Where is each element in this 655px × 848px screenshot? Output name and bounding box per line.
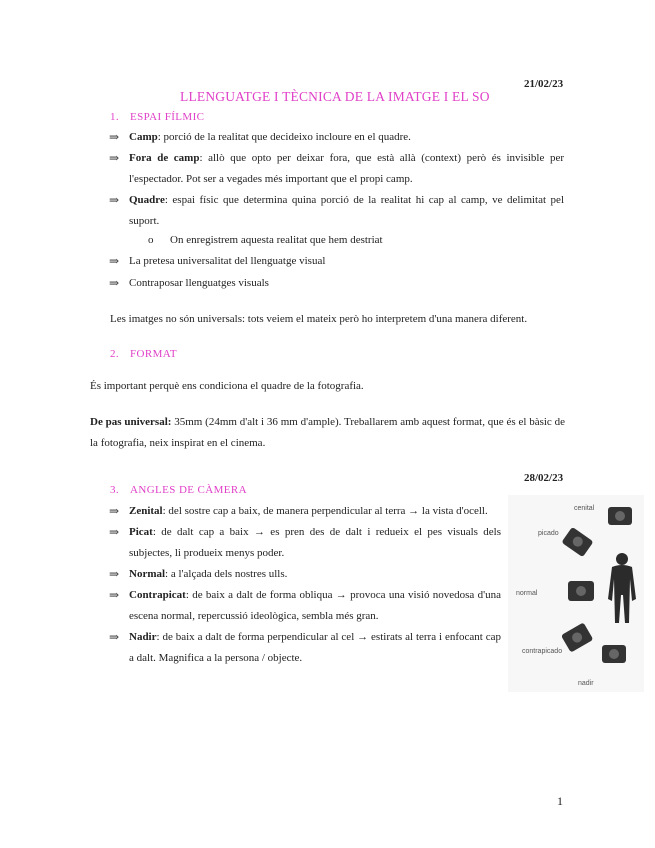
section-heading-angles bbox=[110, 484, 247, 496]
list-item bbox=[109, 522, 501, 564]
item-text: : porció de la realitat que decideixo incloure en el quadre. bbox=[157, 131, 411, 143]
label-contrapicado: contrapicado bbox=[522, 648, 563, 655]
section-title: ANGLES DE CÀMERA bbox=[130, 484, 248, 496]
term: Contrapicat bbox=[129, 589, 186, 601]
section-number: 3. bbox=[110, 484, 120, 496]
arrow-icon: ⇒ bbox=[109, 254, 120, 268]
camera-icon-nadir bbox=[602, 645, 626, 663]
arrow-icon: ⇒ bbox=[109, 630, 120, 644]
label-normal: normal bbox=[516, 590, 538, 597]
item-text: : de baix a dalt de forma obliqua → provoca una visió novedosa d'una escena normal, repercussió ideològica, sembla més gran. bbox=[129, 589, 501, 622]
arrow-icon: ⇒ bbox=[109, 588, 120, 602]
page-number: 1 bbox=[557, 794, 563, 808]
arrow-icon: ⇒ bbox=[109, 567, 120, 581]
term: Normal bbox=[129, 568, 166, 580]
item-text: : allò que opto per deixar fora, que està allà (context) però és invisible per l'espectador. Pot ser a vegades més important que el propi camp. bbox=[129, 152, 565, 185]
arrow-icon: ⇒ bbox=[109, 151, 120, 165]
term: Nadir bbox=[129, 631, 157, 643]
paragraph: És important perquè ens condiciona el quadre de la fotografia. bbox=[90, 380, 364, 392]
item-text: La pretesa universalitat del llenguatge visual bbox=[129, 255, 326, 267]
paragraph-text: 35mm (24mm d'alt i 36 mm d'ample). Treballarem amb aquest format, que és el bàsic de la fotografia, neix inspirat en el cinema. bbox=[90, 416, 566, 449]
page-title: LLENGUATGE I TÈCNICA DE LA IMATGE I EL SO bbox=[180, 89, 490, 104]
label-nadir: nadir bbox=[578, 680, 594, 687]
sub-item-text: On enregistrem aquesta realitat que hem destriat bbox=[170, 234, 383, 246]
date-2: 28/02/23 bbox=[524, 472, 564, 484]
date-1: 21/02/23 bbox=[524, 78, 564, 90]
paragraph bbox=[90, 412, 565, 454]
list-item bbox=[109, 251, 564, 272]
section-title: FORMAT bbox=[130, 348, 178, 360]
section-heading-format bbox=[110, 348, 177, 360]
arrow-icon: ⇒ bbox=[109, 525, 120, 539]
label-cenital: cenital bbox=[574, 505, 595, 512]
camera-icon-cenital bbox=[608, 507, 632, 525]
section-heading-espai-filmic bbox=[110, 111, 204, 123]
item-text: : del sostre cap a baix, de manera perpendicular al terra → la vista d'ocell. bbox=[162, 505, 488, 517]
item-text: : a l'alçada dels nostres ulls. bbox=[165, 568, 288, 580]
paragraph: Les imatges no són universals: tots veiem el mateix però ho interpretem d'una manera diferent. bbox=[110, 313, 528, 325]
list-item bbox=[109, 273, 564, 294]
item-text: : de dalt cap a baix → es pren des de dalt i redueix el pes visuals dels subjectes, li produeix menys poder. bbox=[129, 526, 501, 559]
arrow-icon: ⇒ bbox=[109, 130, 120, 144]
item-text: : espai físic que determina quina porció de la realitat hi cap al camp, ve delimitat pel suport. bbox=[129, 194, 564, 227]
camera-icon-normal bbox=[568, 581, 594, 601]
item-text: : de baix a dalt de forma perpendicular al cel → estirats al terra i enfocant cap a dalt. Magnifica a la persona / objecte. bbox=[129, 631, 501, 664]
sub-list-item bbox=[148, 234, 383, 246]
list-item bbox=[109, 148, 565, 190]
term: Zenital bbox=[129, 505, 163, 517]
list-item bbox=[109, 585, 501, 627]
label-picado: picado bbox=[538, 530, 559, 537]
list-item bbox=[109, 501, 501, 522]
item-text: Contraposar llenguatges visuals bbox=[129, 277, 269, 289]
section-number: 2. bbox=[110, 348, 120, 360]
arrow-icon: ⇒ bbox=[109, 193, 120, 207]
section-number: 1. bbox=[110, 111, 120, 123]
circle-bullet-icon: o bbox=[148, 234, 154, 246]
term: Quadre bbox=[129, 194, 165, 206]
section-title: ESPAI FÍLMIC bbox=[130, 111, 205, 123]
list-item bbox=[109, 564, 501, 585]
list-item bbox=[109, 627, 501, 669]
camera-angles-figure bbox=[508, 495, 644, 692]
term: Camp bbox=[129, 131, 158, 143]
arrow-icon: ⇒ bbox=[109, 276, 120, 290]
term: Picat bbox=[129, 526, 153, 538]
list-item bbox=[109, 127, 564, 148]
term: De pas universal: bbox=[90, 416, 172, 428]
term: Fora de camp bbox=[129, 152, 200, 164]
list-item bbox=[109, 190, 564, 232]
arrow-icon: ⇒ bbox=[109, 504, 120, 518]
